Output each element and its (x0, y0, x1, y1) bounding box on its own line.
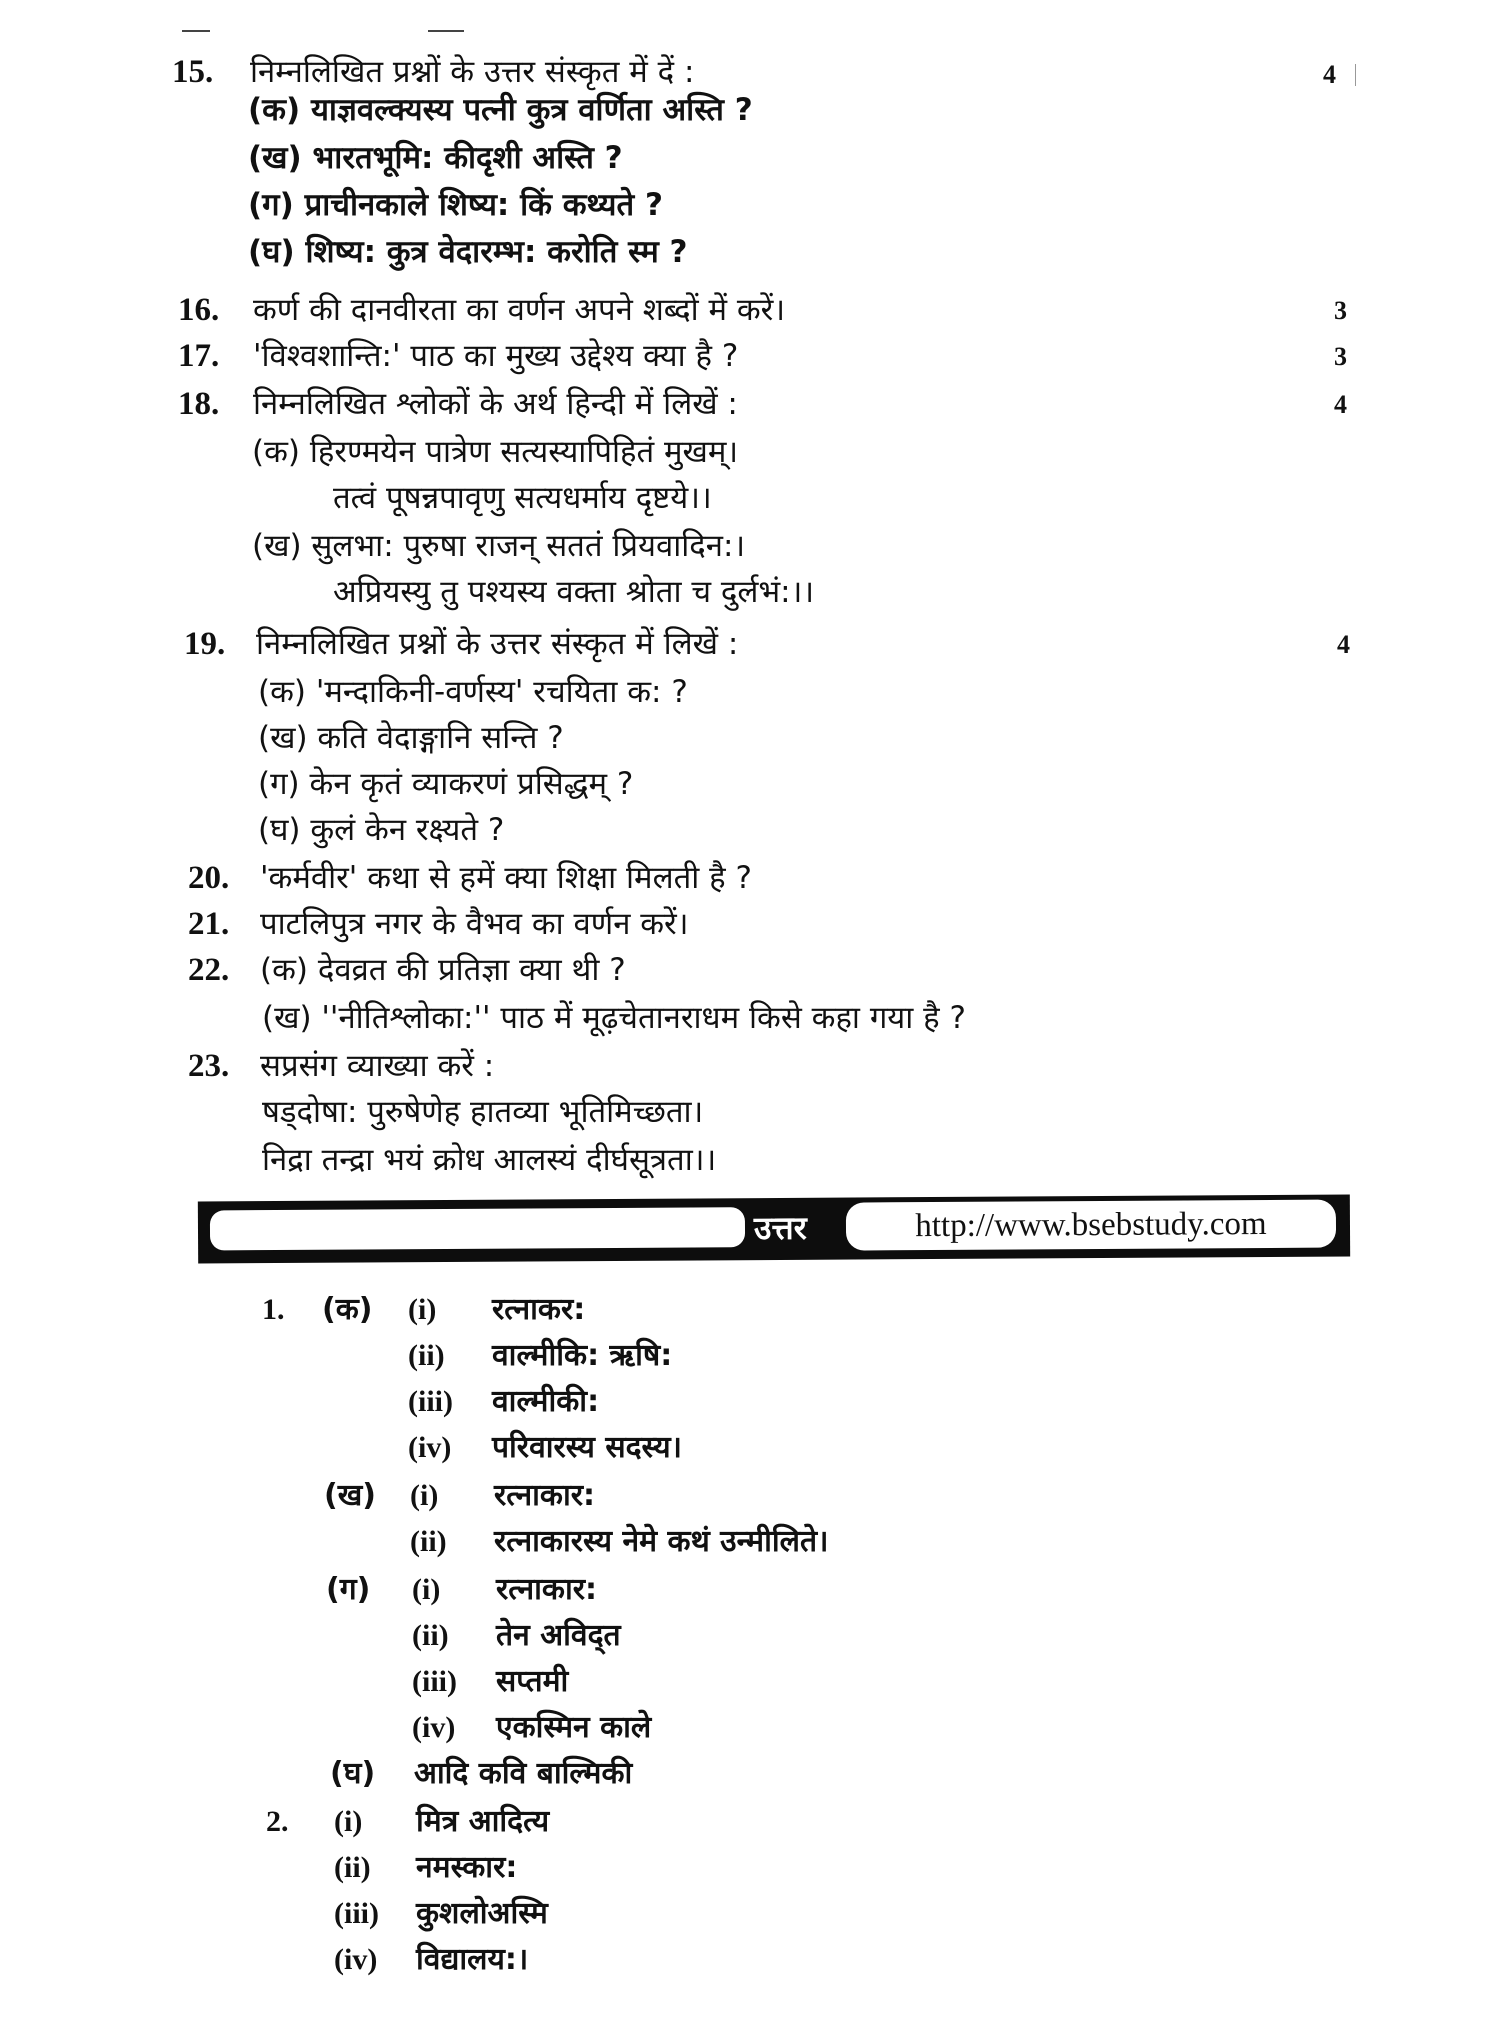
subquestion (248, 90, 753, 130)
question-number: 18. (178, 386, 220, 422)
question-number: 15. (172, 54, 214, 90)
answer-part-label: (ख) (324, 1478, 376, 1513)
question-number: 20. (188, 860, 230, 896)
roman-label: (iv) (334, 1943, 378, 1976)
subquestion (260, 950, 626, 990)
shloka-ka (252, 432, 738, 472)
question-number: 22. (188, 952, 230, 988)
subquestion-label: (ख) (258, 720, 308, 756)
answer-part-label: (घ) (330, 1756, 376, 1791)
scan-mark (182, 30, 210, 32)
answer-text: रत्नाकर: (492, 1292, 586, 1327)
subquestion-text: शिष्य: कुत्र वेदारम्भ: करोति स्म ? (305, 234, 688, 270)
marks: 3 (1334, 342, 1347, 371)
answer-text: रत्नाकार: (496, 1572, 597, 1607)
question-text: निम्नलिखित श्लोकों के अर्थ हिन्दी में लिखें : (253, 386, 738, 422)
subquestion-label: (क) (248, 92, 301, 128)
website-url: http://www.bsebstudy.com (846, 1200, 1336, 1251)
scan-mark (428, 30, 464, 32)
subquestion-label: (घ) (258, 812, 301, 848)
question-text: कर्ण की दानवीरता का वर्णन अपने शब्दों में करें। (253, 292, 786, 328)
question-text: 'विश्वशान्ति:' पाठ का मुख्य उद्देश्य क्या है ? (253, 338, 739, 374)
roman-label: (ii) (410, 1525, 447, 1558)
roman-label: (i) (410, 1479, 439, 1512)
subquestion-text: ''नीतिश्लोका:'' पाठ में मूढ़चेतानराधम किसे कहा गया है ? (321, 1000, 966, 1036)
subquestion-text: कुलं केन रक्ष्यते ? (310, 812, 505, 848)
subquestion (248, 138, 623, 178)
shloka-line: हिरण्मयेन पात्रेण सत्यस्यापिहितं मुखम्। (309, 434, 739, 470)
answer-text: वाल्मीकी: (492, 1384, 600, 1419)
answer-text: परिवारस्य सदस्य। (492, 1430, 682, 1465)
subquestion-label: (क) (258, 674, 306, 710)
subquestion-label: (क) (252, 434, 300, 470)
answer-part-label: (ग) (326, 1572, 371, 1607)
answer-text: कुशलोअस्मि (416, 1896, 548, 1931)
verse-line: षड्दोषा: पुरुषेणेह हातव्या भूतिमिच्छता। (262, 1094, 704, 1130)
subquestion-label: (घ) (248, 234, 295, 270)
marks: 4 (1337, 630, 1350, 659)
subquestion (258, 672, 688, 712)
answer-text: सप्तमी (496, 1664, 569, 1699)
subquestion (262, 998, 966, 1038)
subquestion-label: (ग) (248, 187, 294, 223)
question-text: निम्नलिखित प्रश्नों के उत्तर संस्कृत में लिखें : (256, 626, 739, 662)
answer-heading: उत्तर (753, 1208, 807, 1248)
question-text: सप्रसंग व्याख्या करें : (260, 1048, 495, 1084)
question-number: 19. (184, 626, 226, 662)
subquestion (248, 232, 688, 272)
roman-label: (iv) (412, 1711, 456, 1744)
marks: 4 (1334, 390, 1347, 419)
answer-number: 2. (266, 1805, 289, 1838)
marks: 4 (1323, 60, 1336, 89)
shloka-line: तत्वं पूषन्नपावृणु सत्यधर्माय दृष्टये।। (333, 480, 712, 516)
marks: 3 (1334, 296, 1347, 325)
answer-text: एकस्मिन काले (496, 1710, 652, 1745)
subquestion-text: भारतभूमि: कीदृशी अस्ति ? (312, 140, 623, 176)
subquestion-label: (ग) (258, 766, 300, 802)
roman-label: (i) (334, 1805, 363, 1838)
subquestion-text: केन कृतं व्याकरणं प्रसिद्धम् ? (309, 766, 634, 802)
roman-label: (i) (408, 1293, 437, 1326)
answer-text: वाल्मीकि: ऋषि: (492, 1338, 673, 1373)
answer-text: मित्र आदित्य (416, 1804, 550, 1839)
question-number: 21. (188, 906, 230, 942)
roman-label: (iv) (408, 1431, 452, 1464)
answer-text: आदि कवि बाल्मिकी (414, 1756, 633, 1791)
question-text: 'कर्मवीर' कथा से हमें क्या शिक्षा मिलती है ? (260, 860, 752, 896)
subquestion (258, 810, 504, 850)
question-number: 17. (178, 338, 220, 374)
verse-line: निद्रा तन्द्रा भयं क्रोध आलस्यं दीर्घसूत्रता।। (262, 1142, 717, 1178)
subquestion-label: (ख) (262, 1000, 312, 1036)
question-number: 16. (178, 292, 220, 328)
subquestion-text: 'मन्दाकिनी-वर्णस्य' रचयिता क: ? (315, 674, 688, 710)
question-text: निम्नलिखित प्रश्नों के उत्तर संस्कृत में दें : (250, 54, 695, 90)
shloka-line: सुलभा: पुरुषा राजन् सततं प्रियवादिन:। (311, 528, 746, 564)
answer-section-banner (198, 1194, 1350, 1263)
roman-label: (iii) (412, 1665, 457, 1698)
question-number: 23. (188, 1048, 230, 1084)
subquestion-text: प्राचीनकाले शिष्य: किं कथ्यते ? (304, 187, 663, 223)
shloka-kha (252, 526, 745, 566)
subquestion (248, 185, 663, 225)
subquestion-label: (क) (260, 952, 308, 988)
subquestion-text: याज्ञवल्क्यस्य पत्नी कुत्र वर्णिता अस्ति ? (310, 92, 753, 128)
answer-text: नमस्कार: (416, 1850, 518, 1885)
answer-text: रत्नाकारस्य नेमे कथं उन्मीलिते। (494, 1524, 829, 1559)
subquestion (258, 764, 633, 804)
shloka-line: अप्रियस्यु तु पश्यस्य वक्ता श्रोता च दुर्लभं:।। (333, 574, 815, 610)
answer-text: रत्नाकार: (494, 1478, 595, 1513)
answer-number: 1. (262, 1293, 285, 1326)
answer-part-label: (क) (322, 1292, 373, 1327)
margin-tick (1355, 64, 1356, 86)
answer-text: विद्यालय:। (416, 1942, 529, 1977)
roman-label: (ii) (412, 1619, 449, 1652)
subquestion-label: (ख) (252, 528, 302, 564)
subquestion (258, 718, 564, 758)
roman-label: (ii) (408, 1339, 445, 1372)
roman-label: (iii) (334, 1897, 379, 1930)
subquestion-label: (ख) (248, 140, 302, 176)
question-text: पाटलिपुत्र नगर के वैभव का वर्णन करें। (260, 906, 689, 942)
roman-label: (i) (412, 1573, 441, 1606)
answer-text: तेन अविद्त (496, 1618, 621, 1653)
banner-blank-field (210, 1207, 745, 1250)
subquestion-text: कति वेदाङ्गानि सन्ति ? (317, 720, 564, 756)
roman-label: (iii) (408, 1385, 453, 1418)
roman-label: (ii) (334, 1851, 371, 1884)
subquestion-text: देवव्रत की प्रतिज्ञा क्या थी ? (317, 952, 626, 988)
